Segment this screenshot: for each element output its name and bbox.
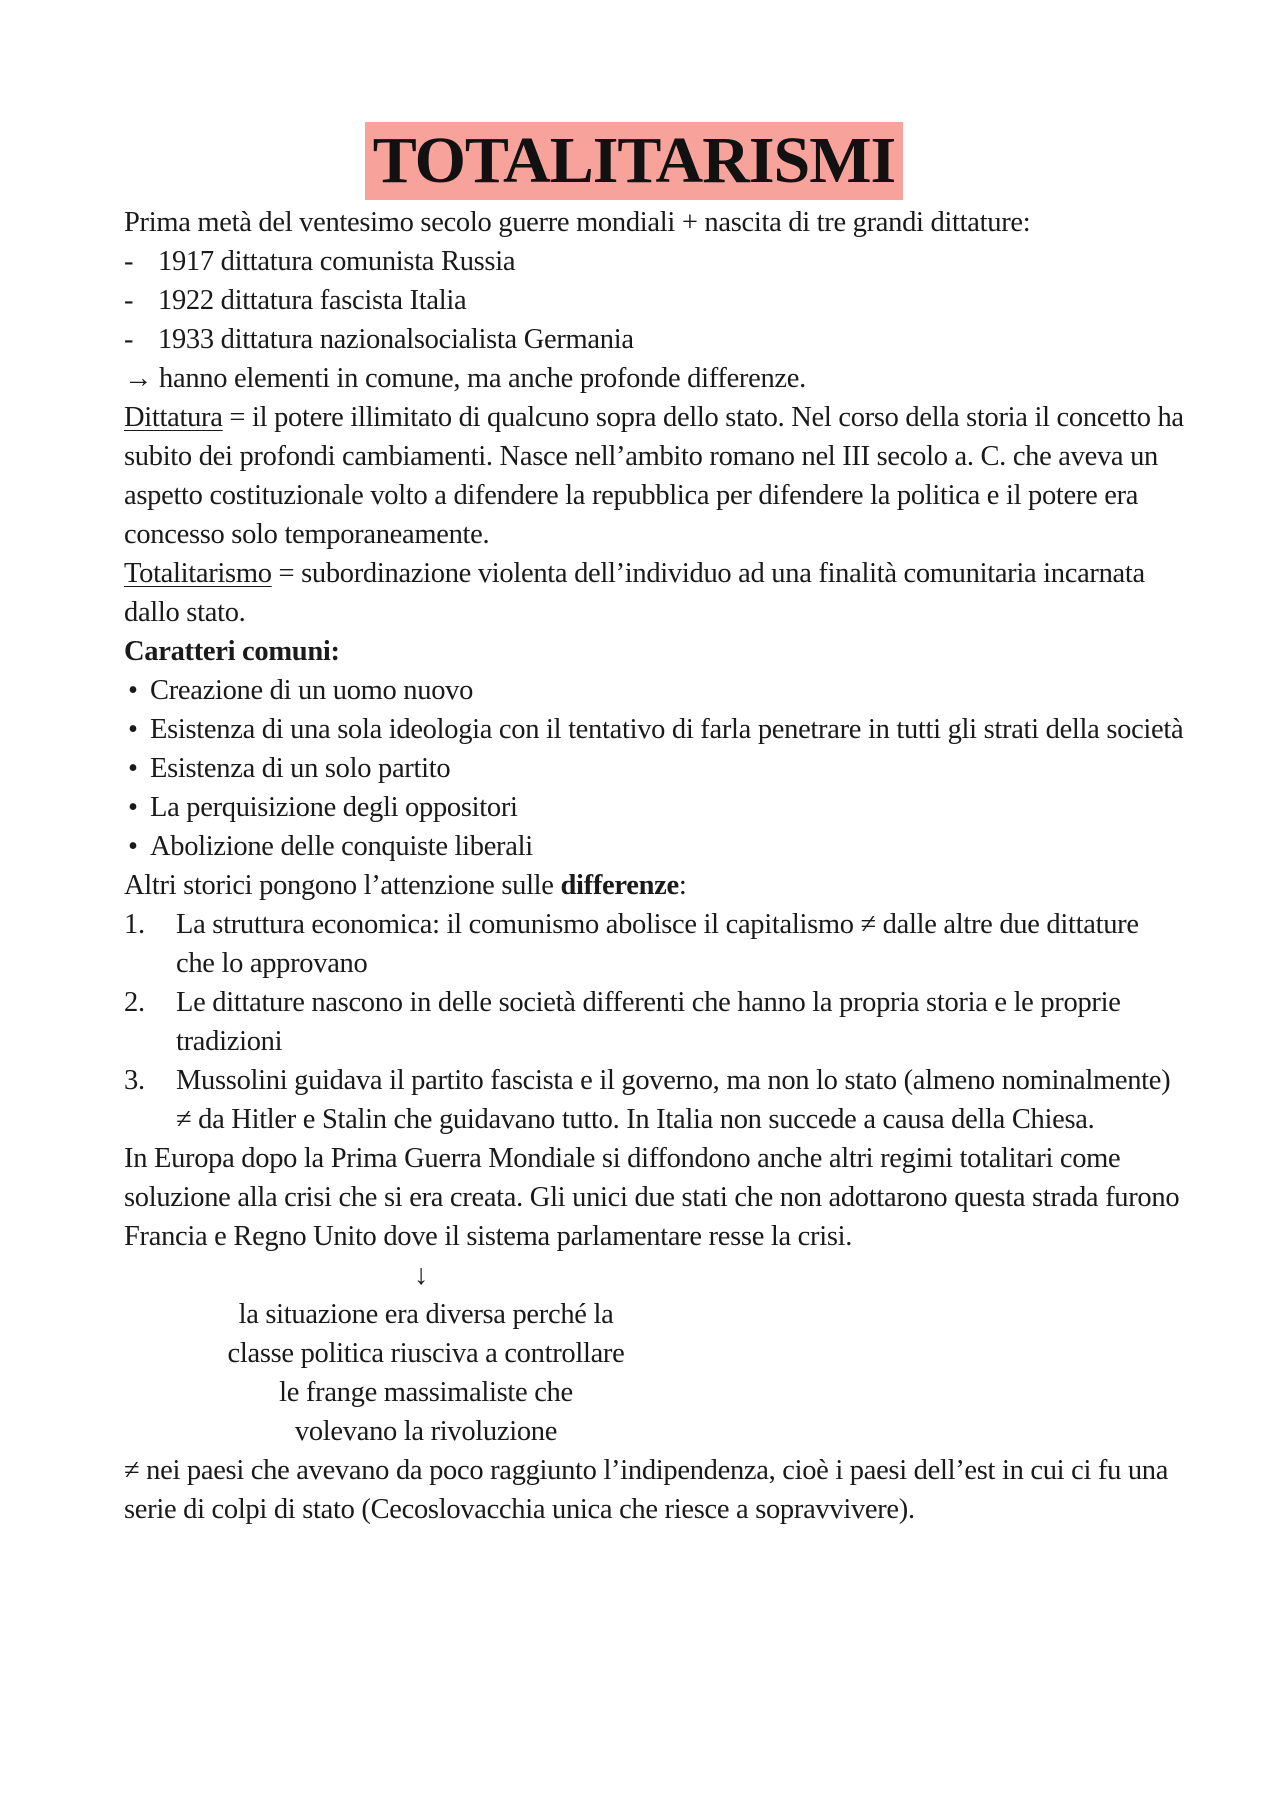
down-arrow-icon: ↓ (414, 1260, 428, 1291)
numbered-item-text: Le dittature nascono in delle società differenti che hanno la propria storia e le proprie tradizioni (176, 987, 1121, 1057)
list-item (124, 710, 1184, 749)
common-traits-list (124, 671, 1184, 866)
list-item (124, 788, 1184, 827)
list-item (124, 671, 1184, 710)
dictatorship-text: 1917 dittatura comunista Russia (158, 246, 516, 277)
dash-marker: - (124, 246, 134, 277)
number-marker: 1. (124, 909, 145, 940)
bullet-icon: • (128, 831, 138, 862)
centered-note-line: le frange massimaliste che (279, 1377, 573, 1408)
dictatorship-item (124, 320, 1184, 359)
list-item-text: Esistenza di una sola ideologia con il tentativo di farla penetrare in tutti gli strati della società (150, 714, 1184, 745)
right-arrow-icon: → (124, 363, 153, 394)
dictatorship-item (124, 281, 1184, 320)
centered-note-line: la situazione era diversa perché la (238, 1299, 614, 1330)
bullet-icon: • (128, 753, 138, 784)
final-paragraph: ≠ nei paesi che avevano da poco raggiunto l’indipendenza, cioè i paesi dell’est in cui ci fu una serie di colpi di stato (Cecoslovacchia unica che riesce a sopravvivere). (124, 1455, 1169, 1525)
dittatura-text: = il potere illimitato di qualcuno sopra dello stato. Nel corso della storia il concetto ha subito dei profondi cambiamenti. Nasce nell’ambito romano nel III secolo a. C. che aveva un aspetto costituzionale volto a difendere la repubblica per difendere la politica e il potere era concesso solo temporaneamente. (124, 402, 1184, 550)
bullet-icon: • (128, 714, 138, 745)
intro-paragraph: Prima metà del ventesimo secolo guerre mondiali + nascita di tre grandi dittature: (124, 207, 1031, 238)
numbered-item (124, 1061, 1184, 1139)
bullet-icon: • (128, 792, 138, 823)
centered-note (116, 1295, 736, 1451)
dictatorship-text: 1933 dittatura nazionalsocialista Germania (158, 324, 634, 355)
dictatorship-item (124, 242, 1184, 281)
totalitarismo-text: = subordinazione violenta dell’individuo ad una finalità comunitaria incarnata dallo stato. (124, 558, 1145, 628)
numbered-item (124, 905, 1184, 983)
dictatorship-list (124, 242, 1184, 359)
totalitarismo-definition (124, 554, 1184, 632)
centered-note-line: classe politica riusciva a controllare (227, 1338, 625, 1369)
list-item (124, 827, 1184, 866)
number-marker: 3. (124, 1065, 145, 1096)
differences-intro (124, 866, 1184, 905)
arrow-line (124, 359, 1184, 398)
differences-list (124, 905, 1184, 1139)
dash-marker: - (124, 324, 134, 355)
number-marker: 2. (124, 987, 145, 1018)
totalitarismo-term: Totalitarismo (124, 558, 272, 589)
differences-keyword: differenze (560, 870, 679, 901)
centered-note-line: volevano la rivoluzione (294, 1416, 558, 1447)
list-item-text: Creazione di un uomo nuovo (150, 675, 474, 706)
dictatorship-text: 1922 dittatura fascista Italia (158, 285, 467, 316)
dittatura-definition (124, 398, 1184, 554)
differences-colon: : (678, 870, 687, 901)
europe-paragraph: In Europa dopo la Prima Guerra Mondiale si diffondono anche altri regimi totalitari come soluzione alla crisi che si era creata. Gli unici due stati che non adottarono questa strada furono Francia e Regno Unito dove il sistema parlamentare resse la crisi. (124, 1143, 1180, 1252)
common-traits-heading: Caratteri comuni: (124, 636, 340, 667)
list-item-text: Esistenza di un solo partito (150, 753, 451, 784)
title-wrap (84, 122, 1184, 200)
numbered-item-text: Mussolini guidava il partito fascista e il governo, ma non lo stato (almeno nominalmente) ≠ da Hitler e Stalin che guidavano tutto. In Italia non succede a causa della Chiesa. (176, 1065, 1171, 1135)
arrow-line-text: hanno elementi in comune, ma anche profonde differenze. (159, 363, 806, 394)
list-item (124, 749, 1184, 788)
bullet-icon: • (128, 675, 138, 706)
document-page (124, 122, 1184, 1529)
differences-intro-text: Altri storici pongono l’attenzione sulle (124, 870, 561, 901)
dittatura-term: Dittatura (124, 402, 223, 433)
numbered-item (124, 983, 1184, 1061)
dash-marker: - (124, 285, 134, 316)
page-title: TOTALITARISMI (365, 122, 903, 200)
numbered-item-text: La struttura economica: il comunismo abolisce il capitalismo ≠ dalle altre due dittature che lo approvano (176, 909, 1139, 979)
list-item-text: Abolizione delle conquiste liberali (150, 831, 533, 862)
list-item-text: La perquisizione degli oppositori (150, 792, 518, 823)
